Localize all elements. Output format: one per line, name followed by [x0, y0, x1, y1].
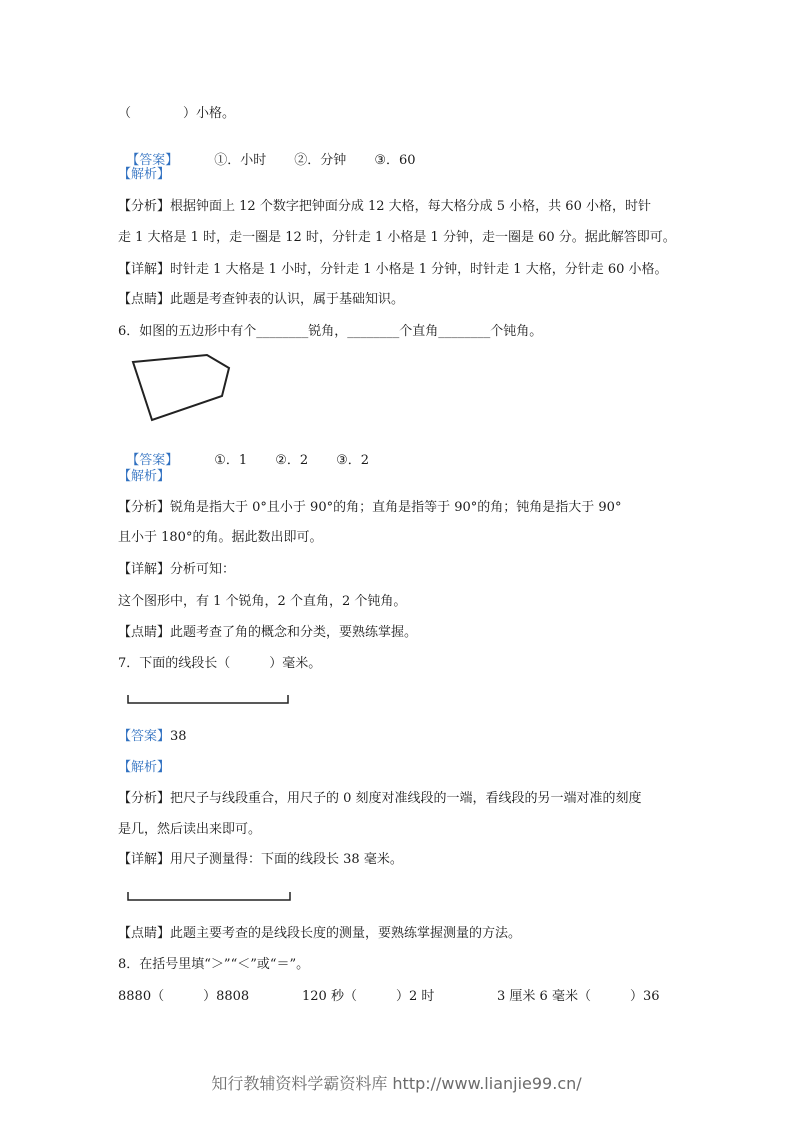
line-segment	[128, 892, 290, 900]
q7-answer-row	[118, 729, 187, 745]
q6-question: 6．如图的五边形中有个________锐角，________个直角________个钝角。	[118, 324, 543, 339]
q8-question: 8．在括号里填“＞”“＜”或“＝”。	[118, 957, 310, 972]
q6-xiangjie	[118, 562, 235, 578]
q8-item-1: 8880（ ）8808	[118, 989, 250, 1004]
xiangjie-tag: 【详解】	[118, 562, 171, 577]
xiangjie-text: 时针走 1 大格是 1 小时，分针走 1 小格是 1 分钟，时针走 1 大格，分针走 60 小格。	[170, 262, 668, 277]
q8-item-3: 3 厘米 6 毫米（ ）36	[497, 989, 660, 1004]
answer-2: ②．2	[275, 453, 309, 468]
xiangjie-text: 分析可知：	[170, 562, 236, 577]
footer-watermark: 知行教辅资料学霸资料库 http://www.lianjie99.cn/	[211, 1074, 582, 1093]
q5-dianjing	[118, 292, 404, 308]
q5-fenxi-2: 走 1 大格是 1 时，走一圈是 12 时，分针走 1 小格是 1 分钟，走一圈是 60 分。据此解答即可。	[118, 230, 676, 245]
q5-answer-row	[118, 137, 416, 169]
q7-analysis-tag: 【解析】	[118, 760, 171, 775]
line-segment	[128, 695, 288, 703]
q5-fenxi-1	[118, 199, 651, 215]
q6-xiangjie-2: 这个图形中，有 1 个锐角，2 个直角，2 个钝角。	[118, 594, 407, 609]
fenxi-text: 根据钟面上 12 个数字把钟面分成 12 大格，每大格分成 5 小格，共 60 小格，时针	[170, 199, 651, 214]
q8-item-2: 120 秒（ ）2 时	[302, 989, 435, 1004]
dianjing-text: 此题是考查钟表的认识，属于基础知识。	[170, 292, 405, 307]
q6-dianjing	[118, 625, 417, 641]
fenxi-text: 把尺子与线段重合，用尺子的 0 刻度对准线段的一端，看线段的另一端对准的刻度	[170, 791, 642, 806]
answer-3: ③．60	[374, 153, 416, 168]
answer-3: ③．2	[336, 453, 370, 468]
xiangjie-tag: 【详解】	[118, 852, 171, 867]
q6-fenxi-2: 且小于 180°的角。据此数出即可。	[118, 530, 323, 545]
fenxi-text: 锐角是指大于 0°且小于 90°的角；直角是指等于 90°的角；钝角是指大于 90°	[170, 500, 622, 515]
q5-analysis-tag: 【解析】	[118, 167, 171, 182]
answer-2: ②．分钟	[294, 153, 347, 168]
answer-1: ①．1	[214, 453, 248, 468]
q6-answer-row	[118, 437, 369, 469]
q7-dianjing	[118, 926, 521, 942]
q7-xiangjie	[118, 852, 403, 868]
answer-tag: 【答案】	[126, 153, 179, 168]
q7-question: 7．下面的线段长（ ）毫米。	[118, 656, 322, 671]
dianjing-tag: 【点睛】	[118, 625, 171, 640]
line-segment-figure-2	[126, 890, 298, 904]
answer-1: ①．小时	[214, 153, 267, 168]
q7-fenxi-2: 是几，然后读出来即可。	[118, 822, 262, 837]
dianjing-text: 此题考查了角的概念和分类，要熟练掌握。	[170, 625, 418, 640]
xiangjie-tag: 【详解】	[118, 262, 171, 277]
answer-value: 38	[170, 729, 187, 744]
q5-xiangjie	[118, 262, 668, 278]
q6-analysis-tag: 【解析】	[118, 469, 171, 484]
fenxi-tag: 【分析】	[118, 199, 171, 214]
xiangjie-text: 用尺子测量得：下面的线段长 38 毫米。	[170, 852, 403, 867]
dianjing-tag: 【点睛】	[118, 926, 171, 941]
q7-fenxi-1	[118, 791, 642, 807]
answer-tag: 【答案】	[126, 453, 179, 468]
answer-tag: 【答案】	[118, 729, 171, 744]
line-segment-figure	[126, 693, 296, 707]
dianjing-text: 此题主要考查的是线段长度的测量，要熟练掌握测量的方法。	[170, 926, 522, 941]
dianjing-tag: 【点睛】	[118, 292, 171, 307]
q6-fenxi-1	[118, 500, 621, 516]
pentagon-shape	[133, 355, 229, 420]
q5-tail: （ ）小格。	[118, 106, 236, 121]
pentagon-figure	[128, 352, 238, 426]
fenxi-tag: 【分析】	[118, 500, 171, 515]
fenxi-tag: 【分析】	[118, 791, 171, 806]
